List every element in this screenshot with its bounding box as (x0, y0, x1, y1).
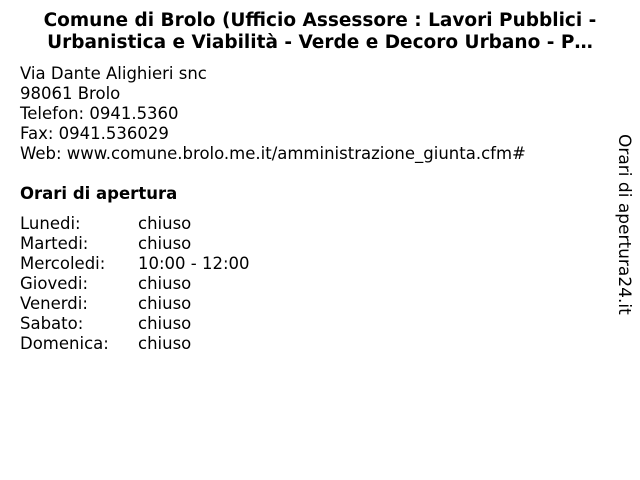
website-link[interactable]: Web: www.comune.brolo.me.it/amministrazione_giunta.cfm# (20, 144, 526, 163)
hours-row-saturday (20, 314, 250, 334)
hours-row-friday (20, 294, 250, 314)
day-hours: 10:00 - 12:00 (138, 254, 250, 273)
day-hours: chiuso (138, 334, 192, 353)
page-title (14, 10, 626, 54)
day-label: Domenica: (20, 334, 109, 353)
day-label: Martedi: (20, 234, 89, 253)
day-label: Lunedi: (20, 214, 81, 233)
hours-row-thursday (20, 274, 250, 294)
address-block (20, 64, 526, 164)
phone-number: Telefon: 0941.5360 (20, 104, 179, 123)
opening-hours-table (20, 214, 250, 354)
day-hours: chiuso (138, 294, 192, 313)
fax-number: Fax: 0941.536029 (20, 124, 169, 143)
street-address: Via Dante Alighieri snc (20, 64, 207, 83)
day-label: Giovedi: (20, 274, 88, 293)
day-label: Mercoledi: (20, 254, 106, 273)
day-hours: chiuso (138, 214, 192, 233)
hours-heading: Orari di apertura (20, 184, 178, 203)
title-line-2: Urbanistica e Viabilità - Verde e Decoro Urbano - P… (47, 32, 593, 53)
day-hours: chiuso (138, 274, 192, 293)
hours-row-monday (20, 214, 250, 234)
city-postal: 98061 Brolo (20, 84, 121, 103)
hours-row-wednesday (20, 254, 250, 274)
site-watermark: Orari di apertura24.it (614, 134, 634, 315)
day-label: Sabato: (20, 314, 84, 333)
title-line-1: Comune di Brolo (Ufficio Assessore : Lavori Pubblici - (43, 10, 597, 31)
hours-row-sunday (20, 334, 250, 354)
day-hours: chiuso (138, 234, 192, 253)
day-hours: chiuso (138, 314, 192, 333)
day-label: Venerdi: (20, 294, 88, 313)
hours-row-tuesday (20, 234, 250, 254)
